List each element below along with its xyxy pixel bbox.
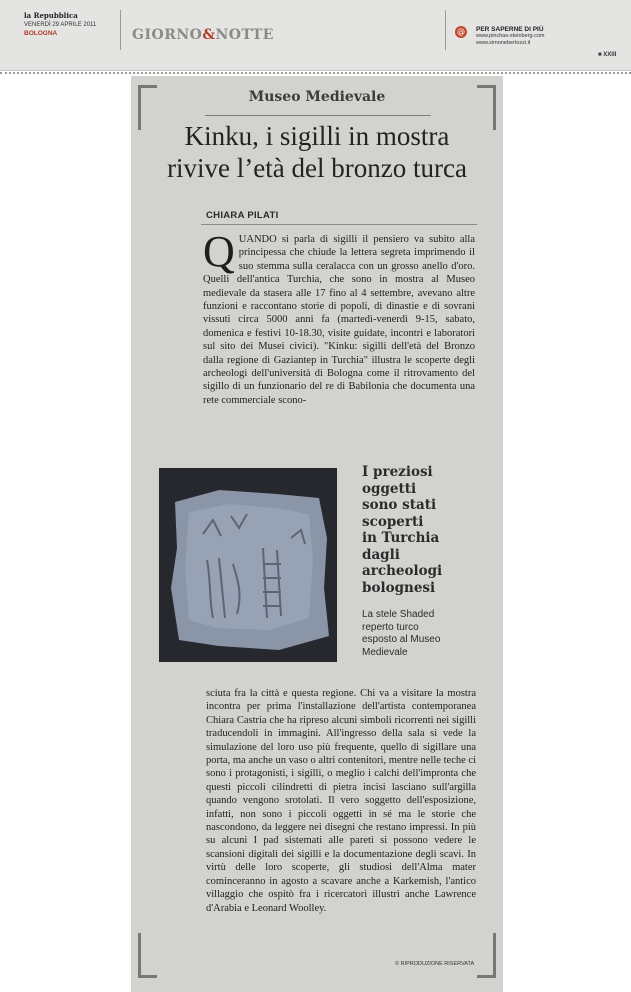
info-link[interactable]: www.pinchas-steinberg.com xyxy=(476,33,545,39)
photo-caption xyxy=(362,609,492,659)
kicker-rule xyxy=(205,115,431,116)
masthead-divider xyxy=(445,10,446,50)
corner-bracket-icon xyxy=(138,933,157,978)
article-continuation xyxy=(206,687,476,915)
caption-line: La stele Shaded xyxy=(362,609,435,620)
info-box xyxy=(476,26,544,47)
newspaper-name: la Repubblica xyxy=(24,11,78,20)
pull-quote-line: sono stati xyxy=(362,497,437,513)
section-title-b: NOTTE xyxy=(215,27,274,43)
continuation-paragraph: sciuta fra la città e questa regione. Chi va a visitare la mostra incontra per prima l'installazione dell'artista contemporanea Chiara Castria che ha ripreso alcuni simboli ricorrenti nei sigilli traducendoli in immagini. All'ingresso della sala si vede la simulazione del loro uso più frequente, quello di sigillare una porta, ma anche un vaso o altri contenitori, mentre nelle teche ci sono i protagonisti, i sigilli, o meglio i calchi dell'impronta che questi piccoli cilindretti di pietra incisi lasciano sull'argilla quando vengono srotolati. Il vero soggetto dell'esposizione, infatti, non sono i piccoli oggetti in sé ma le storie che nascondono, da leggere nei disegni che restano impressi. In più su alcuni I pad sistemati alle pareti si possono vedere le scansioni digitali dei sigilli e la documentazione degli scavi. In virtù delle loro scoperte, gli studiosi dell'Alma mater cominceranno in agosto a scavare anche a Karkemish, l'antico villaggio che ospitò fra i ricercatori illustri anche Lawrence d'Arabia e Leonard Woolley. xyxy=(206,688,476,914)
section-title-amp: & xyxy=(202,27,216,43)
caption-line: esposto al Museo xyxy=(362,634,441,645)
masthead-divider xyxy=(120,10,121,50)
pull-quote-line: scoperti xyxy=(362,513,424,530)
info-link[interactable]: www.simonebertozzi.it xyxy=(476,40,531,46)
pull-quote-line: dagli xyxy=(362,546,400,563)
article-clipping xyxy=(131,76,503,992)
at-icon: @ xyxy=(457,27,465,36)
stele-photo xyxy=(159,468,337,662)
headline-line: Kinku, i sigilli in mostra xyxy=(184,121,450,151)
stele-illustration-icon xyxy=(159,468,337,662)
section-title-a: GIORNO xyxy=(132,27,203,43)
corner-bracket-icon xyxy=(477,933,496,978)
pull-quote-line: oggetti xyxy=(362,480,417,497)
headline-line: rivive l’età del bronzo turca xyxy=(167,153,467,183)
pull-quote-line: I preziosi xyxy=(362,464,433,480)
caption-line: reperto turco xyxy=(362,621,419,633)
article-headline xyxy=(141,120,493,184)
drop-cap: Q xyxy=(203,227,235,276)
pull-quote-line: archeologi xyxy=(362,563,443,579)
info-title: PER SAPERNE DI PIÙ xyxy=(476,26,544,33)
city-edition: BOLOGNA xyxy=(24,30,58,37)
newspaper-masthead xyxy=(0,0,631,71)
byline-rule xyxy=(201,224,477,225)
issue-date: VENERDÌ 29 APRILE 2011 xyxy=(24,22,97,28)
copyright-notice: © RIPRODUZIONE RISERVATA xyxy=(395,961,475,967)
lead-paragraph: UANDO si parla di sigilli il pensiero va subito alla principessa che chiude la lettera segreta imprimendo il suo stemma sulla ceralacca con un grosso anello d'oro. Quelli dell'antica Turchia, che sono in mostra al Museo medievale da stasera alle 17 fino al 4 settembre, avevano altre funzioni e raccontano storie di popoli, di dinastie e di sovrani vissuti circa 5000 anni fa (martedì-venerdì 9-15, sabato, domenica e festivi 10-18.30, visite guidate, incontri e laboratori sul sito dei Musei civici). "Kinku: sigilli dell'età del Bronzo dalla regione di Gaziantep in Turchia" illustra le scoperte degli archeologi dell'università di Bologna come il ritrovamento del sigillo di un funzionario del re di Babilonia che documenta una rete commerciale scono- xyxy=(203,234,475,406)
article-byline: CHIARA PILATI xyxy=(206,210,279,221)
article-lead xyxy=(203,227,475,407)
dotted-cut-line xyxy=(0,72,631,74)
caption-line: Medievale xyxy=(362,646,408,658)
pull-quote-line: bolognesi xyxy=(362,579,436,596)
masthead-left xyxy=(24,11,96,37)
page-number: ■ XXIII xyxy=(598,52,617,58)
pull-quote xyxy=(362,464,492,596)
section-title xyxy=(132,27,274,43)
article-kicker: Museo Medievale xyxy=(248,89,386,105)
pull-quote-line: in Turchia xyxy=(362,530,440,546)
